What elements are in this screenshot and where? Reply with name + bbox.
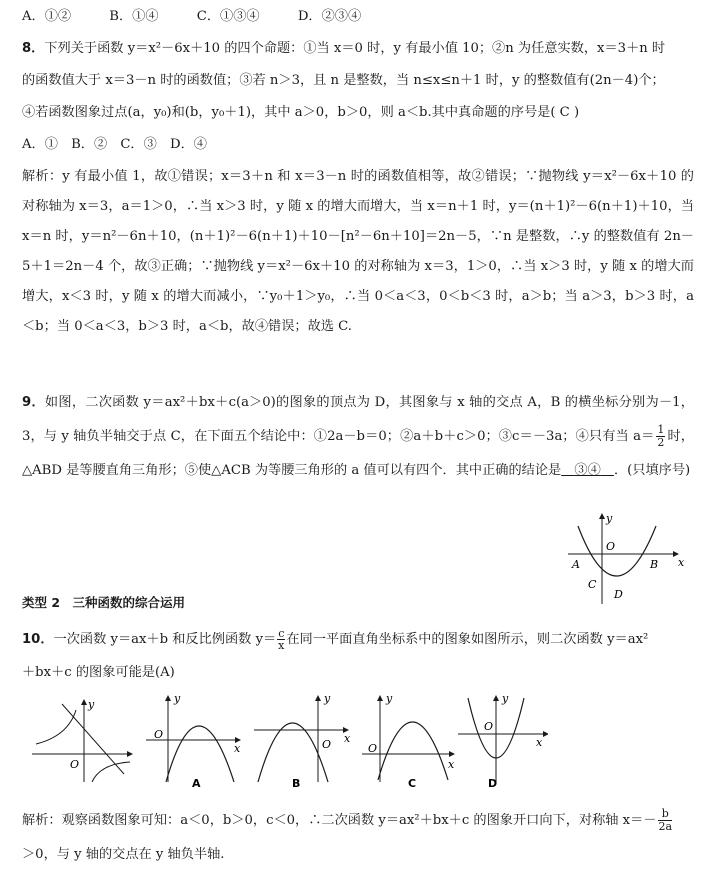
q9-text-b: 时，△ABD 是等腰直角三角形；⑤使△ACB 为等腰三角形的 a 值可以有四个．其中正确的结论是 xyxy=(22,429,694,478)
q9-parabola xyxy=(578,526,659,576)
q9-text-c: ．(只填序号) xyxy=(613,463,691,478)
svg-text:y: y xyxy=(386,692,393,705)
svg-text:O: O xyxy=(368,742,378,755)
svg-text:y: y xyxy=(324,692,331,705)
q9-text-a: 如图，二次函数 y＝ax²＋bx＋c(a＞0)的图象的顶点为 D，其图象与 x 轴的交点 A，B 的横坐标分别为－1，3，与 y 轴负半轴交于点 C，在下面五个结论中：①2a－b＝0；②a＋b＋c＞0；③c＝－3a；④只有当 a＝ xyxy=(22,395,694,444)
q9-answer: ③④ xyxy=(574,463,601,478)
svg-text:O: O xyxy=(484,720,494,733)
q10-axis-fraction: $\frac{b}{2a}$ xyxy=(658,807,673,833)
q9-label-y: y xyxy=(606,512,613,525)
q10-choice-c-graph xyxy=(362,692,455,782)
q10-choice-d-graph xyxy=(458,692,548,782)
q10-line-1 xyxy=(22,628,694,651)
q10-text-a: 一次函数 y＝ax＋b 和反比例函数 y＝ xyxy=(53,632,277,647)
q8-text-1: 下列关于函数 y＝x²－6x＋10 的四个命题：①当 x＝0 时，y 有最小值 10；②n 为任意实数，x＝3＋n 时 xyxy=(44,41,666,56)
svg-text:O: O xyxy=(322,738,332,751)
svg-text:x: x xyxy=(234,742,241,755)
q9-body xyxy=(22,386,694,488)
q10-number: 10． xyxy=(22,632,54,647)
q9-frac-den: 2 xyxy=(657,436,665,449)
q10-figures xyxy=(28,690,548,790)
q8-number: 8． xyxy=(22,41,45,56)
svg-text:x: x xyxy=(536,736,543,749)
q10-analysis-line-2: ＞0，与 y 轴的交点在 y 轴负半轴. xyxy=(22,847,225,862)
q7-options xyxy=(22,8,694,26)
q8-line-2: 的函数值大于 x＝3－n 时的函数值；③若 n＞3，且 n 是整数，当 n≤x≤n＋1 时，y 的整数值有(2n－4)个； xyxy=(22,73,665,88)
q10-choice-c-label: C xyxy=(408,777,417,790)
q8-analysis: 解析：y 有最小值 1，故①错误；x＝3＋n 和 x＝3－n 时的函数值相等，故②错误；∵抛物线 y＝x²－6x＋10 的对称轴为 x＝3，a＝1＞0，∴当 x＞3 时，y 随 x 的增大而增大，当 x＝n＋1 时，y＝(n＋1)²－6(n＋1)＋10，当 x＝n 时，y＝n²－6n＋10，(n＋1)²－6(n＋1)＋10－[n²－6n＋10]＝2n－5，∵n 是整数，∴y 的整数值有 2n－5＋1＝2n－4 个，故③正确；∵抛物线 y＝x²－6x＋10 的对称轴为 x＝3，1＞0，∴当 x＞3 时，y 随 x 的增大而增大，x＜3 时，y 随 x 的增大而减小，∵y₀＋1＞y₀，∴当 0＜a＜3，0＜b＜3 时，a＞b；当 a＞3，b＞3 时，a＜b；当 0＜a＜3，b＞3 时，a＜b，故④错误；故选 C. xyxy=(22,169,694,334)
q10-line-2: ＋bx＋c 的图象可能是(A) xyxy=(22,665,175,680)
q9-label-o: O xyxy=(606,540,616,553)
q8-line-1 xyxy=(22,40,694,58)
q9-label-b: B xyxy=(650,558,659,571)
q10-given-hyperbola-left xyxy=(36,710,76,744)
q9-number: 9． xyxy=(22,395,45,410)
q10-choice-a-graph xyxy=(146,692,241,782)
q9-figure xyxy=(560,508,690,608)
q7-option-a: A．①② xyxy=(22,9,72,24)
section-heading: 类型 2 三种函数的综合运用 xyxy=(22,595,186,610)
q7-option-d: D．②③④ xyxy=(297,9,362,24)
q7-option-b: B．①④ xyxy=(109,9,159,24)
q10-choice-b-graph xyxy=(254,692,351,782)
svg-text:y: y xyxy=(88,698,95,711)
q10-analysis-line-1 xyxy=(22,808,694,833)
q8-options: A．① B．② C．③ D．④ xyxy=(22,137,207,152)
svg-text:x: x xyxy=(344,732,351,745)
q10-given-graph xyxy=(32,698,132,782)
q9-label-a: A xyxy=(572,558,580,571)
q9-label-d: D xyxy=(614,588,623,601)
q9-label-c: C xyxy=(588,578,597,591)
svg-text:y: y xyxy=(502,692,509,705)
svg-text:O: O xyxy=(154,728,164,741)
svg-text:O: O xyxy=(70,758,80,771)
q8-line-3: ④若函数图象过点(a，y₀)和(b，y₀＋1)，其中 a＞0，b＞0，则 a＜b.其中真命题的序号是( C ) xyxy=(22,105,580,120)
q9-label-x: x xyxy=(678,556,685,569)
q10-choice-b-label: B xyxy=(292,777,301,790)
svg-text:y: y xyxy=(174,692,181,705)
q9-fraction xyxy=(656,424,665,449)
q10-analysis-a: 解析：观察函数图象可知：a＜0，b＞0，c＜0，∴二次函数 y＝ax²＋bx＋c 的图象开口向下，对称轴 x＝－ xyxy=(22,813,657,828)
q7-option-c: C．①③④ xyxy=(196,9,260,24)
q10-choice-a-label: A xyxy=(192,777,201,790)
svg-text:x: x xyxy=(448,758,455,771)
q10-fraction: $\frac{c}{x}$ xyxy=(278,627,285,652)
q10-given-hyperbola-right xyxy=(92,762,130,782)
q10-choice-d-label: D xyxy=(488,777,498,790)
q10-text-b: 在同一平面直角坐标系中的图象如图所示，则二次函数 y＝ax² xyxy=(286,632,649,647)
q9-frac-num: 1 xyxy=(657,423,665,436)
